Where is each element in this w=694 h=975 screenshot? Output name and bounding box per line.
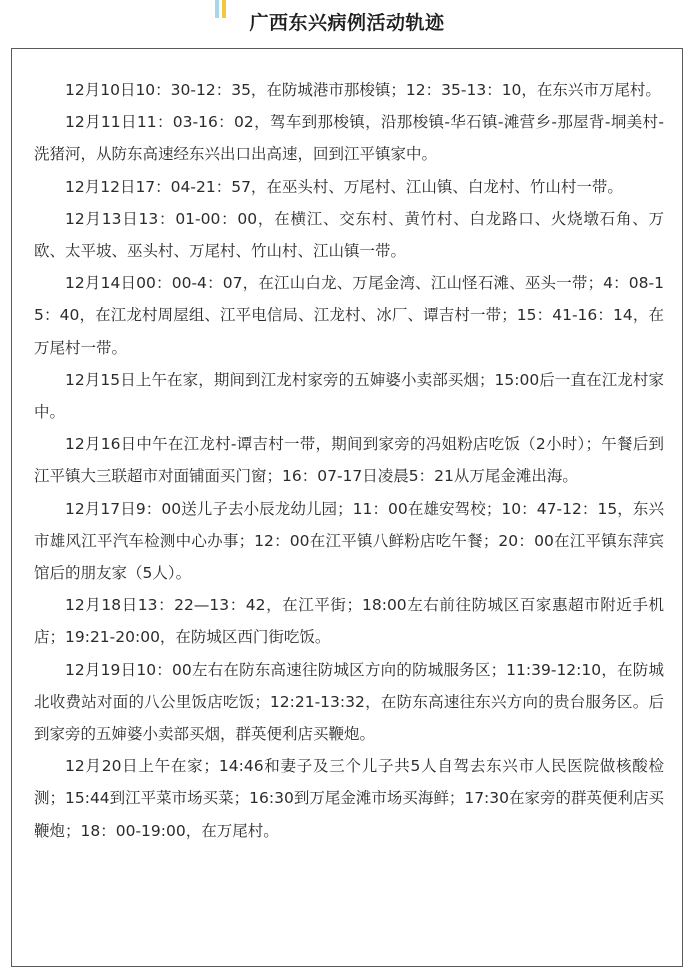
- timeline-entry-dec14: 12月14日00：00-4：07，在江山白龙、万尾金湾、江山怪石滩、巫头一带；4：08-15：40，在江龙村周屋组、江平电信局、江龙村、冰厂、谭吉村一带；15：41-16：14，在万尾村一带。: [34, 274, 664, 357]
- timeline-entry-dec17: 12月17日9：00送儿子去小辰龙幼儿园；11：00在雄安驾校；10：47-12：15，东兴市雄风江平汽车检测中心办事；12：00在江平镇八鲜粉店吃午餐；20：00在江平镇东萍宾馆后的朋友家（5人）。: [34, 499, 664, 583]
- timeline-entry-dec15: 12月15日上午在家，期间到江龙村家旁的五婶婆小卖部买烟；15:00后一直在江龙村家中。: [34, 370, 664, 422]
- timeline-entry-dec13: 12月13日13：01-00：00，在横江、交东村、黄竹村、白龙路口、火烧墩石角、万欧、太平坡、巫头村、万尾村、竹山村、江山镇一带。: [34, 209, 664, 261]
- timeline-entry-dec16: 12月16日中午在江龙村-谭吉村一带，期间到家旁的冯姐粉店吃饭（2小时）；午餐后到江平镇大三联超市对面铺面买门窗；16：07-17日凌晨5：21从万尾金滩出海。: [34, 435, 664, 486]
- timeline-entry-dec18: 12月18日13：22—13：42，在江平街；18:00左右前往防城区百家惠超市附近手机店；19:21-20:00，在防城区西门街吃饭。: [34, 596, 664, 647]
- timeline-entry-dec12: 12月12日17：04-21：57，在巫头村、万尾村、江山镇、白龙村、竹山村一带。: [65, 177, 623, 196]
- timeline-entry-dec11: 12月11日11：03-16：02，驾车到那梭镇，沿那梭镇-华石镇-滩营乡-那屋背-垌美村-洗猪河，从防东高速经东兴出口出高速，回到江平镇家中。: [34, 113, 664, 164]
- timeline-entry-dec10: 12月10日10：30-12：35，在防城港市那梭镇；12：35-13：10，在东兴市万尾村。: [65, 81, 661, 99]
- timeline-entry-dec20: 12月20日上午在家；14:46和妻子及三个儿子共5人自驾去东兴市人民医院做核酸检测；15:44到江平菜市场买菜；16:30到万尾金滩市场买海鲜；17:30在家旁的群英便利店买鞭炮；18：00-19:00，在万尾村。: [34, 757, 665, 840]
- timeline-entry-dec19: 12月19日10：00左右在防东高速往防城区方向的防城服务区；11:39-12:10，在防城北收费站对面的八公里饭店吃饭；12:21-13:32，在防东高速往东兴方向的贵台服务区。后到家旁的五婶婆小卖部买烟，群英便利店买鞭炮。: [34, 660, 664, 744]
- timeline-box: [11, 48, 683, 967]
- page-title: 广西东兴病例活动轨迹: [249, 12, 445, 34]
